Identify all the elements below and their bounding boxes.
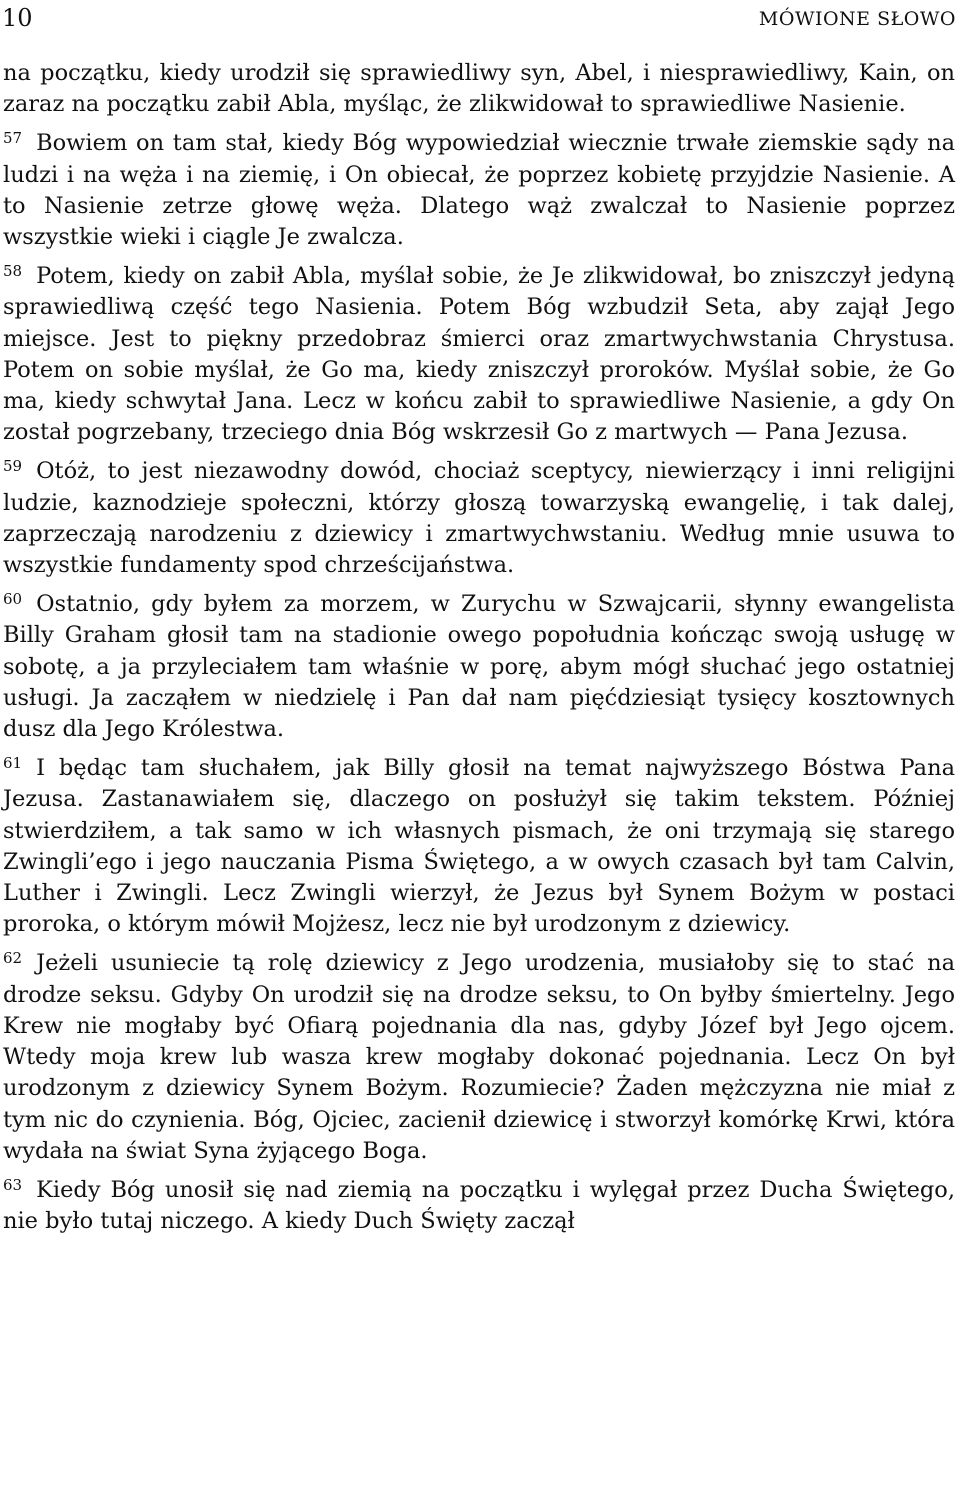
- paragraph-57: [3, 123, 955, 253]
- page-header: [0, 4, 960, 34]
- paragraph-text: na początku, kiedy urodził się sprawiedliwy syn, Abel, i niesprawiedliwy, Kain, on zaraz na początku zabił Abla, myśląc, że zlikwidował to sprawiedliwe Nasienie.: [3, 60, 955, 118]
- paragraph-continued: [3, 58, 955, 120]
- paragraph-number: 59: [3, 457, 23, 476]
- paragraph-text: I będąc tam słuchałem, jak Billy głosił na temat najwyższego Bóstwa Pana Jezusa. Zastanawiałem się, dlaczego on posłużył się takim tekstem. Później stwierdziłem, a tak samo w ich własnych pismach, że oni trzymają się starego Zwingli’ego i jego nauczania Pisma Świętego, a w owych czasach był tam Calvin, Luther i Zwingli. Lecz Zwingli wierzył, że Jezus był Synem Bożym w postaci proroka, o którym mówił Mojżesz, lecz nie był urodzonym z dziewicy.: [3, 755, 955, 938]
- paragraph-text: Otóż, to jest niezawodny dowód, chociaż sceptycy, niewierzący i inni religijni ludzie, kaznodzieje społeczni, którzy głoszą towarzyską ewangelię, i tak dalej, zaprzeczają narodzeniu z dziewicy i zmartwychwstaniu. Według mnie usuwa to wszystkie fundamenty spod chrześcijaństwa.: [3, 458, 955, 579]
- paragraph-59: [3, 451, 955, 581]
- paragraph-number: 61: [3, 754, 23, 773]
- paragraph-number: 62: [3, 949, 23, 968]
- page-number: 10: [2, 4, 33, 32]
- paragraph-58: [3, 256, 955, 448]
- paragraph-60: [3, 584, 955, 745]
- paragraph-text: Ostatnio, gdy byłem za morzem, w Zurychu w Szwajcarii, słynny ewangelista Billy Graham głosił tam na stadionie owego popołudnia kończąc swoją usługę w sobotę, a ja przyleciałem tam właśnie w porę, abym mógł słuchać jego ostatniej usługi. Ja zacząłem w niedzielę i Pan dał nam pięćdziesiąt tysięcy kosztownych dusz dla Jego Królestwa.: [3, 591, 955, 743]
- body-text: [3, 58, 955, 1240]
- paragraph-number: 57: [3, 129, 23, 148]
- running-title: MÓWIONE SŁOWO: [758, 8, 956, 30]
- paragraph-62: [3, 943, 955, 1166]
- paragraph-number: 58: [3, 262, 23, 281]
- paragraph-number: 60: [3, 590, 23, 609]
- paragraph-text: Bowiem on tam stał, kiedy Bóg wypowiedział wiecznie trwałe ziemskie sądy na ludzi i na węża i na ziemię, i On obiecał, że poprzez kobietę przyjdzie Nasienie. A to Nasienie zetrze głowę węża. Dlatego wąż zwalczał to Nasienie poprzez wszystkie wieki i ciągle Je zwalcza.: [3, 130, 955, 251]
- paragraph-63: [3, 1170, 955, 1237]
- paragraph-text: Potem, kiedy on zabił Abla, myślał sobie, że Je zlikwidował, bo zniszczył jedyną sprawiedliwą część tego Nasienia. Potem Bóg wzbudził Seta, aby zajął Jego miejsce. Jest to piękny przedobraz śmierci oraz zmartwychwstania Chrystusa. Potem on sobie myślał, że Go ma, kiedy zniszczył proroków. Myślał sobie, że Go ma, kiedy schwytał Jana. Lecz w końcu zabił to sprawiedliwe Nasienie, a gdy On został pogrzebany, trzeciego dnia Bóg wskrzesił Go z martwych — Pana Jezusa.: [3, 263, 955, 446]
- paragraph-text: Kiedy Bóg unosił się nad ziemią na początku i wylęgał przez Ducha Świętego, nie było tutaj niczego. A kiedy Duch Święty zaczął: [3, 1176, 955, 1235]
- paragraph-61: [3, 748, 955, 940]
- paragraph-number: 63: [3, 1175, 23, 1194]
- paragraph-text: Jeżeli usuniecie tą rolę dziewicy z Jego urodzenia, musiałoby się to stać na drodze seksu. Gdyby On urodził się na drodze seksu, to On byłby śmiertelny. Jego Krew nie mogłaby być Ofiarą pojednania dla nas, gdyby Józef był Jego ojcem. Wtedy moja krew lub wasza krew mogłaby dokonać pojednania. Lecz On był urodzonym z dziewicy Synem Bożym. Rozumiecie? Żaden mężczyzna nie miał z tym nic do czynienia. Bóg, Ojciec, zacienił dziewicę i stworzył komórkę Krwi, która wydała na świat Syna żyjącego Boga.: [3, 950, 955, 1164]
